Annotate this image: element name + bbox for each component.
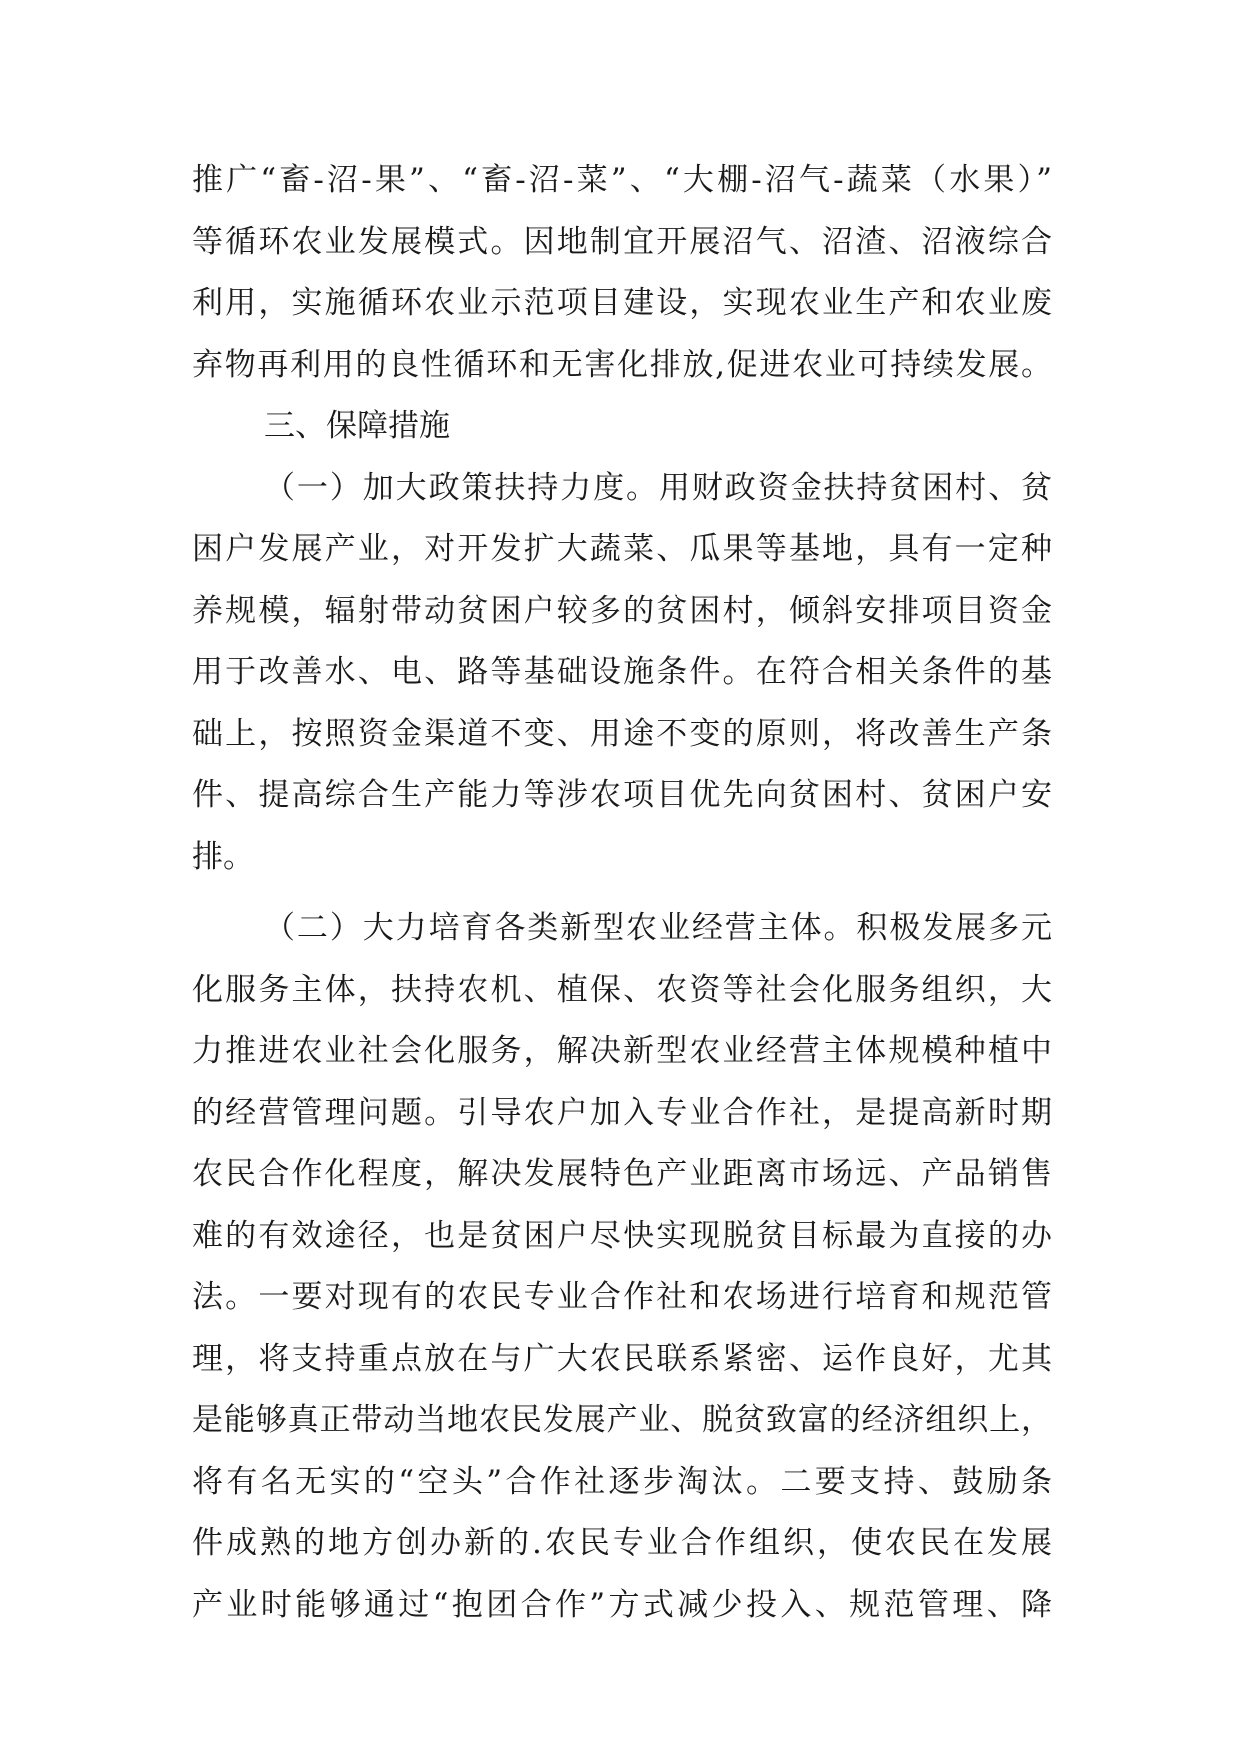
paragraph-line: 化服务主体，扶持农机、植保、农资等社会化服务组织，大 bbox=[192, 971, 1052, 1008]
paragraph-line: 是能够真正带动当地农民发展产业、脱贫致富的经济组织上， bbox=[192, 1402, 1052, 1438]
paragraph-line: 的经营管理问题。引导农户加入专业合作社，是提高新时期 bbox=[192, 1094, 1052, 1131]
paragraph-line: 产业时能够通过“抱团合作”方式减少投入、规范管理、降 bbox=[192, 1586, 1052, 1623]
paragraph-line: 等循环农业发展模式。因地制宜开展沼气、沼渣、沼液综合 bbox=[192, 223, 1052, 260]
paragraph-line: 农民合作化程度，解决发展特色产业距离市场远、产品销售 bbox=[192, 1156, 1052, 1192]
document-page bbox=[192, 150, 1052, 1636]
paragraph-line: 养规模，辐射带动贫困户较多的贫困村，倾斜安排项目资金 bbox=[192, 592, 1052, 629]
paragraph-line: 推广“畜-沼-果”、“畜-沼-菜”、“大棚-沼气-蔬菜（水果）” bbox=[192, 162, 1052, 198]
paragraph-line: 力推进农业社会化服务，解决新型农业经营主体规模种植中 bbox=[192, 1033, 1052, 1069]
paragraph-line: （二）大力培育各类新型农业经营主体。积极发展多元 bbox=[264, 910, 1052, 946]
paragraph-line: 困户发展产业，对开发扩大蔬菜、瓜果等基地，具有一定种 bbox=[192, 531, 1052, 567]
paragraph-line: （一）加大政策扶持力度。用财政资金扶持贫困村、贫 bbox=[264, 469, 1052, 506]
paragraph-line: 法。一要对现有的农民专业合作社和农场进行培育和规范管 bbox=[192, 1279, 1052, 1315]
paragraph-line: 理，将支持重点放在与广大农民联系紧密、运作良好，尤其 bbox=[192, 1340, 1052, 1377]
section-heading: 三、保障措施 bbox=[264, 408, 450, 444]
paragraph-line: 将有名无实的“空头”合作社逐步淘汰。二要支持、鼓励条 bbox=[192, 1463, 1052, 1500]
paragraph-line: 件成熟的地方创办新的.农民专业合作组织，使农民在发展 bbox=[192, 1525, 1052, 1561]
paragraph-line: 用于改善水、电、路等基础设施条件。在符合相关条件的基 bbox=[192, 654, 1052, 690]
paragraph-line: 件、提高综合生产能力等涉农项目优先向贫困村、贫困户安 bbox=[192, 777, 1052, 813]
paragraph-line: 弃物再利用的良性循环和无害化排放,促进农业可持续发展。 bbox=[192, 346, 1052, 383]
paragraph-line: 利用，实施循环农业示范项目建设，实现农业生产和农业废 bbox=[192, 285, 1052, 321]
paragraph-line: 础上，按照资金渠道不变、用途不变的原则，将改善生产条 bbox=[192, 715, 1052, 752]
paragraph-line: 难的有效途径，也是贫困户尽快实现脱贫目标最为直接的办 bbox=[192, 1217, 1052, 1254]
paragraph-line: 排。 bbox=[192, 838, 254, 875]
